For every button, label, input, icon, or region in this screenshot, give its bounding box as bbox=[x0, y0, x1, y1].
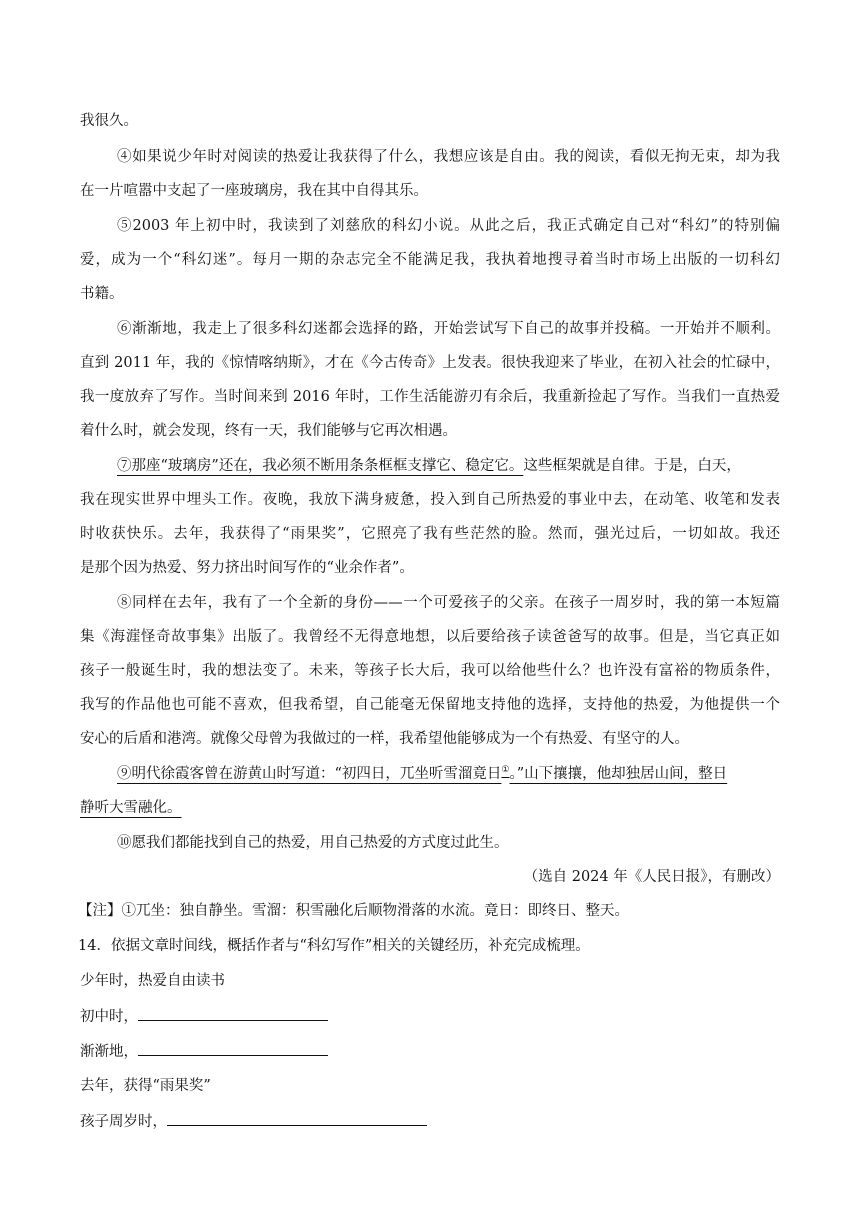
paragraph-8-line-4: 我写的作品他也可能不喜欢，但我希望，自己能毫无保留地支持他的选择，支持他的热爱，为他提供一个 bbox=[80, 697, 780, 713]
paragraph-5-line-3: 书籍。 bbox=[80, 286, 124, 302]
timeline-label-gradually: 渐渐地， bbox=[80, 1044, 138, 1060]
timeline-item-junior-high bbox=[80, 1006, 780, 1027]
timeline-item-last-year: 去年，获得“雨果奖” bbox=[80, 1078, 211, 1094]
question-14: 14．依据文章时间线，概括作者与“科幻写作”相关的关键经历，补充完成梳理。 bbox=[78, 938, 590, 954]
paragraph-4-line-1: ④如果说少年时对阅读的热爱让我获得了什么，我想应该是自由。我的阅读，看似无拘无束，却为我 bbox=[117, 149, 780, 165]
paragraph-6-line-4: 着什么时，就会发现，终有一天，我们能够与它再次相遇。 bbox=[80, 423, 457, 439]
paragraph-4-line-2: 在一片喧嚣中支起了一座玻璃房，我在其中自得其乐。 bbox=[80, 183, 428, 199]
paragraph-7-line-1-rest: 这些框架就是自律。于是，白天， bbox=[523, 458, 741, 474]
paragraph-8-line-2: 集《海漄怪奇故事集》出版了。我曾经不无得意地想，以后要给孩子读爸爸写的故事。但是，当它真正如 bbox=[80, 629, 780, 645]
underlined-sentence-9a: ⑨明代徐霞客曾在游黄山时写道：“初四日，兀坐听雪溜竟日 bbox=[117, 766, 502, 782]
paragraph-6-line-2: 直到 2011 年，我的《惊情喀纳斯》，才在《今古传奇》上发表。很快我迎来了毕业，在初入社会的忙碌中， bbox=[80, 355, 780, 371]
underlined-sentence-9c: 静听大雪融化。 bbox=[80, 800, 182, 816]
footnote-marker: ① bbox=[501, 765, 510, 776]
footnote: 【注】①兀坐：独自静坐。雪溜：积雪融化后顺物滑落的水流。竟日：即终日、整天。 bbox=[78, 903, 629, 919]
paragraph-7-line-1 bbox=[117, 456, 780, 476]
answer-blank-child-first-birthday[interactable] bbox=[167, 1111, 427, 1126]
paragraph-5-line-2: 爱，成为一个“科幻迷”。每月一期的杂志完全不能满足我，我执着地搜寻着当时市场上出版的一切科幻 bbox=[80, 252, 780, 268]
paragraph-7-line-3: 时收获快乐。去年，我获得了“雨果奖”，它照亮了我有些茫然的脸。然而，强光过后，一切如故。我还 bbox=[80, 526, 780, 542]
paragraph-9-line-1 bbox=[117, 764, 780, 784]
underlined-sentence-9b: 。”山下攘攘，他却独居山间，整日 bbox=[509, 766, 728, 782]
timeline-item-child-first-birthday bbox=[80, 1111, 780, 1132]
paragraph-7-line-2: 我在现实世界中埋头工作。夜晚，我放下满身疲惫，投入到自己所热爱的事业中去，在动笔、收笔和发表 bbox=[80, 492, 780, 508]
timeline-item-youth: 少年时，热爱自由读书 bbox=[80, 973, 225, 989]
paragraph-6-line-3: 我一度放弃了写作。当时间来到 2016 年时，工作生活能游刃有余后，我重新捡起了写作。当我们一直热爱 bbox=[80, 389, 780, 405]
timeline-item-gradually bbox=[80, 1041, 780, 1062]
paragraph-9-line-2 bbox=[80, 798, 780, 818]
paragraph-8-line-3: 孩子一般诞生时，我的想法变了。未来，等孩子长大后，我可以给他些什么？也许没有富裕的物质条件， bbox=[80, 663, 780, 679]
paragraph-8-line-5: 安心的后盾和港湾。就像父母曾为我做过的一样，我希望他能够成为一个有热爱、有坚守的人。 bbox=[80, 731, 689, 747]
paragraph-6-line-1: ⑥渐渐地，我走上了很多科幻迷都会选择的路，开始尝试写下自己的故事并投稿。一开始并不顺利。 bbox=[117, 321, 780, 337]
paragraph-5-line-1: ⑤2003 年上初中时，我读到了刘慈欣的科幻小说。从此之后，我正式确定自己对“科幻”的特别偏 bbox=[117, 218, 780, 234]
timeline-label-child-first-birthday: 孩子周岁时， bbox=[80, 1114, 167, 1130]
source-citation: （选自 2024 年《人民日报》，有删改） bbox=[523, 869, 780, 885]
paragraph-7-line-4: 是那个因为热爱、努力挤出时间写作的“业余作者”。 bbox=[80, 560, 414, 576]
paragraph-8-line-1: ⑧同样在去年，我有了一个全新的身份——一个可爱孩子的父亲。在孩子一周岁时，我的第一本短篇 bbox=[117, 595, 780, 611]
paragraph-3-end: 我很久。 bbox=[80, 113, 138, 129]
timeline-label-junior-high: 初中时， bbox=[80, 1009, 138, 1025]
answer-blank-gradually[interactable] bbox=[138, 1041, 328, 1056]
paragraph-10: ⑩愿我们都能找到自己的热爱，用自己热爱的方式度过此生。 bbox=[117, 835, 509, 851]
underlined-sentence-7: ⑦那座“玻璃房”还在，我必须不断用条条框框支撑它、稳定它。 bbox=[117, 458, 524, 474]
answer-blank-junior-high[interactable] bbox=[138, 1006, 328, 1021]
